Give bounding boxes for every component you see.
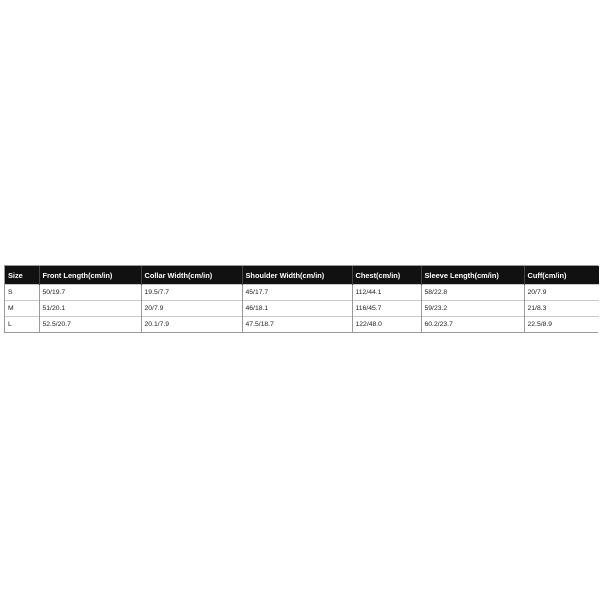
- cell-front-length: 50/19.7: [39, 285, 141, 301]
- header-shoulder-width: Shoulder Width(cm/in): [242, 266, 352, 285]
- cell-chest: 116/45.7: [352, 301, 421, 317]
- cell-chest: 122/48.0: [352, 317, 421, 333]
- cell-size: M: [5, 301, 39, 317]
- header-collar-width: Collar Width(cm/in): [141, 266, 242, 285]
- cell-shoulder-width: 45/17.7: [242, 285, 352, 301]
- cell-shoulder-width: 46/18.1: [242, 301, 352, 317]
- cell-front-length: 52.5/20.7: [39, 317, 141, 333]
- table-body: [5, 285, 599, 333]
- header-row: [5, 266, 599, 285]
- cell-sleeve-length: 59/23.2: [421, 301, 524, 317]
- table-row: [5, 285, 599, 301]
- header-front-length: Front Length(cm/in): [39, 266, 141, 285]
- cell-sleeve-length: 58/22.8: [421, 285, 524, 301]
- cell-front-length: 51/20.1: [39, 301, 141, 317]
- cell-cuff: 20/7.9: [524, 285, 599, 301]
- size-chart-table: [5, 266, 599, 332]
- cell-shoulder-width: 47.5/18.7: [242, 317, 352, 333]
- cell-collar-width: 19.5/7.7: [141, 285, 242, 301]
- cell-cuff: 22.5/8.9: [524, 317, 599, 333]
- cell-cuff: 21/8.3: [524, 301, 599, 317]
- cell-chest: 112/44.1: [352, 285, 421, 301]
- cell-size: L: [5, 317, 39, 333]
- table-row: [5, 317, 599, 333]
- header-sleeve-length: Sleeve Length(cm/in): [421, 266, 524, 285]
- cell-collar-width: 20.1/7.9: [141, 317, 242, 333]
- cell-collar-width: 20/7.9: [141, 301, 242, 317]
- cell-sleeve-length: 60.2/23.7: [421, 317, 524, 333]
- table-row: [5, 301, 599, 317]
- header-chest: Chest(cm/in): [352, 266, 421, 285]
- size-chart-table-container: [4, 265, 598, 333]
- cell-size: S: [5, 285, 39, 301]
- header-cuff: Cuff(cm/in): [524, 266, 599, 285]
- table-header: [5, 266, 599, 285]
- header-size: Size: [5, 266, 39, 285]
